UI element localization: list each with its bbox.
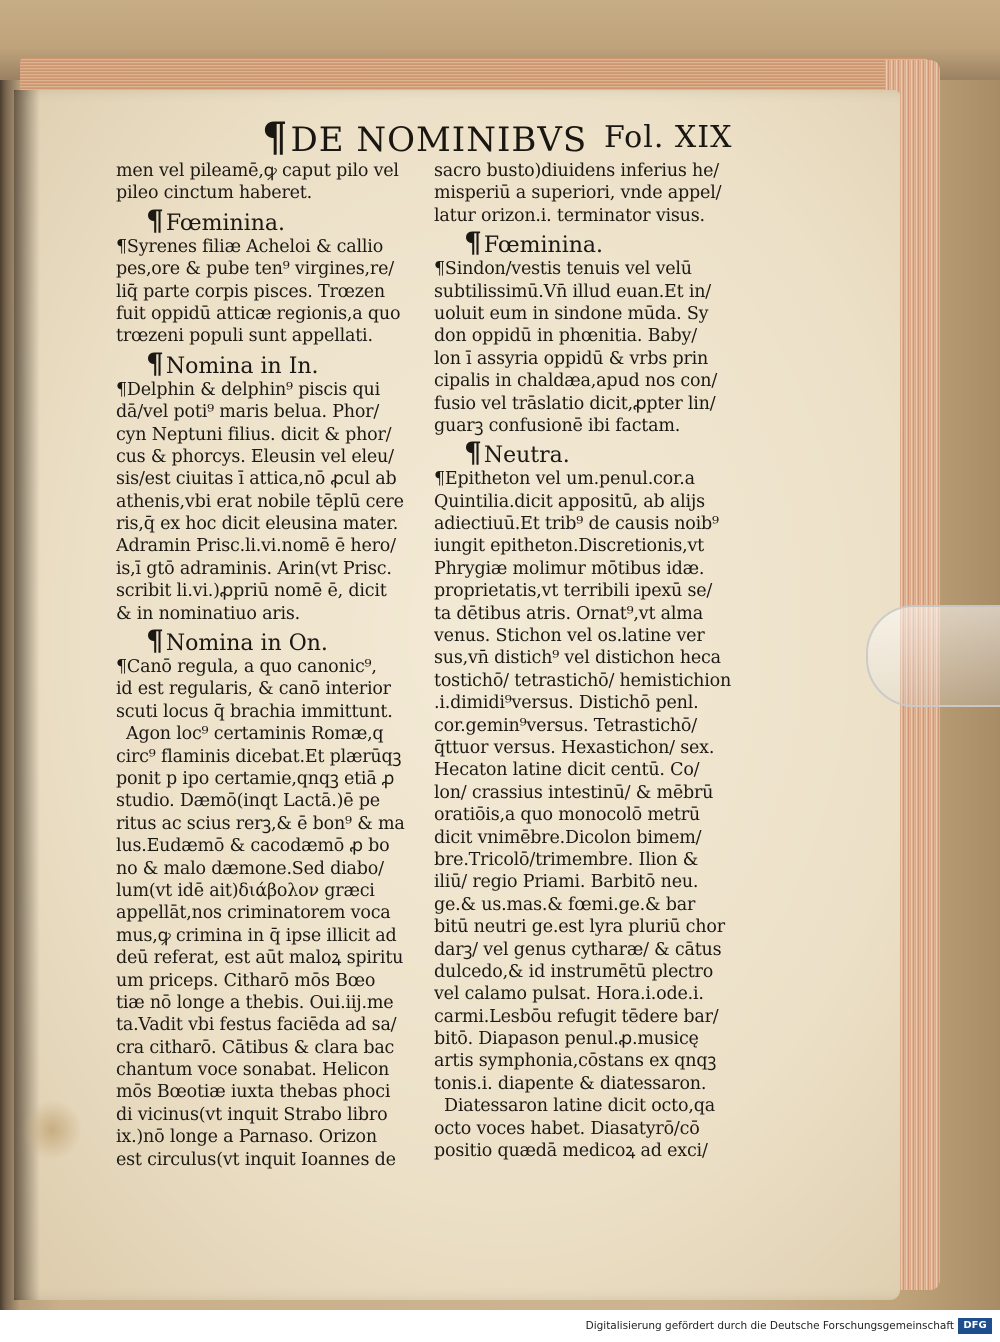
text-line: ¶Epitheton vel um.penul.cor.a [434, 469, 695, 490]
text-line: sis/est ciuitas ī attica,nō ꝓcul ab [116, 469, 397, 490]
text-line: positio quædā medicoꝝ ad exci/ [434, 1141, 708, 1162]
text-line: & in nominatiuo aris. [116, 603, 301, 624]
text-line: pes,ore & pube ten⁹ virgines,re/ [116, 259, 394, 280]
text-line: iliū/ regio Priami. Barbitō neu. [434, 872, 699, 893]
section-heading [434, 437, 746, 468]
text-line: men vel pileamē,ꝙ caput pilo vel [116, 161, 399, 181]
text-line: ge.& us.mas.& fœmi.ge.& bar [434, 894, 696, 915]
text-line: .i.dimidi⁹versus. Distichō penl. [434, 693, 699, 714]
dfg-logo: DFG [958, 1318, 992, 1334]
text-line: ta.Vadit vbi festus faciēda ad sa/ [116, 1015, 397, 1036]
text-line: id est regularis, & canō interior [116, 679, 391, 700]
right-text-column [434, 160, 746, 1162]
text-line: Phrygiæ molimur mōtibus idæ. [434, 558, 705, 579]
section-heading-text: Fœminina. [483, 233, 604, 259]
text-line: fuit oppidū atticæ regionis,a quo [116, 303, 401, 324]
pilcrow-mark: ¶ [262, 114, 289, 161]
text-line: athenis,vbi erat nobile tēplū cere [116, 491, 404, 512]
text-line: liq̄ parte corpis pisces. Trœzen [116, 281, 385, 302]
text-line: scribit li.vi.)ꝓpriū nomē ē, dicit̄ [116, 581, 387, 602]
text-line: proprietatis,vt terribili ipexū se/ [434, 581, 713, 602]
text-line: tostichō/ tetrastichō/ hemistichion [434, 670, 732, 691]
header-title: DE NOMINIBVS [290, 120, 588, 160]
text-line: adiectiuū.Et trib⁹ de causis noib⁹ [434, 514, 719, 535]
text-line: appellāt,nos criminatorem voca [116, 903, 391, 924]
text-line: don oppidū in phœnitia. Baby/ [434, 326, 697, 347]
text-line: darꝫ/ vel genus cytharæ/ & cātus [434, 939, 722, 960]
text-line: ¶Delphin & delphin⁹ piscis qui [116, 379, 381, 400]
text-line: um priceps. Citharō mōs Bœo [116, 970, 376, 991]
pilcrow-mark: ¶ [146, 624, 164, 658]
text-line: lus.Eudæmō & cacodæmō ꝓ bo [116, 836, 390, 857]
text-line: dicit̄ vnimēbre.Dicolon bimem/ [434, 827, 702, 848]
text-line: is,ī gtō adraminis. Arin(vt Prisc. [116, 558, 392, 579]
text-line: uoluit eum in sindone mūda. Sy [434, 303, 709, 324]
text-line: lum(vt idē ait)διάβολον græci [116, 880, 375, 901]
text-line: misperiū a superiori, vnde appel/ [434, 183, 722, 204]
text-line: bre.Tricolō/trimembre. Ilion & [434, 849, 699, 870]
section-heading [116, 348, 416, 379]
text-line: tiæ nō longe a thebis. Oui.iij.me [116, 992, 394, 1013]
left-text-column [116, 160, 416, 1171]
text-line: oratiōis,a quo monocolō metrū [434, 805, 700, 826]
folio-number: Fol. XIX [604, 120, 733, 155]
text-line: vel calamo pulsat̄. Hora.i.ode.i. [434, 984, 704, 1005]
text-line: scuti locus q̄ brachia immittunt. [116, 701, 393, 722]
text-line: ritus ac scius rerꝫ,& ē bon⁹ & ma [116, 813, 405, 834]
text-line: subtilissimū.Vn̄ illud euan.Et in/ [434, 281, 711, 302]
text-line: Adramin Prisc.li.vi.nomē ē hero/ [116, 536, 396, 557]
text-line: fusio vel trāslatio dicit̄,ꝓpter lin/ [434, 393, 716, 414]
text-line: chantum voce sonabat. Helicon [116, 1060, 390, 1081]
text-line: Quintilia.dicit̄ appositū, ab alijs [434, 491, 705, 512]
text-line: ta dētibus atris. Ornat⁹,vt alma [434, 603, 703, 624]
text-line: carmi.Lesbōu refugit tēdere bar/ [434, 1006, 719, 1027]
text-line: venus. Stichon vel os.latine ver [434, 626, 705, 647]
text-line: guarꝫ confusionē ibi factam. [434, 415, 681, 436]
text-line: est circulus(vt inquit Ioannes de [116, 1149, 396, 1170]
section-heading [116, 205, 416, 236]
text-line: cus & phorcys. Eleusin vel eleu/ [116, 446, 394, 467]
text-line: artis symphonia,cōstans ex qnqꝫ [434, 1051, 717, 1072]
text-line: ix.)nō longe a Parnaso. Orizon [116, 1127, 377, 1148]
text-line: cra citharō. Cātibus & clara bac [116, 1037, 395, 1058]
text-line: studio. Dæmō(inqt Lactā.)ē pe [116, 791, 380, 812]
text-line: bitū neutri ge.est lyra pluriū chor [434, 917, 725, 938]
text-line: no & malo dæmone.Sed diabo/ [116, 858, 384, 879]
pilcrow-mark: ¶ [464, 436, 482, 470]
text-line: q̄ttuor versus. Hexastichon/ sex. [434, 737, 715, 758]
text-line: Hecaton latine dicit̄ centū. Co/ [434, 760, 700, 781]
pilcrow-mark: ¶ [146, 203, 164, 237]
text-line: circ⁹ flaminis dicebat̄.Et plærūqꝫ [116, 746, 402, 767]
text-line: trœzeni populi sunt appellati. [116, 326, 373, 347]
text-line: lon ī assyria oppidū & vrbs prin [434, 348, 709, 369]
text-line: octo voces habet. Diasatyrō/cō [434, 1118, 700, 1139]
text-line: mōs Bœotiæ iuxta thebas phoci [116, 1082, 391, 1103]
text-line: ¶Canō regula, a quo canonic⁹, [116, 657, 377, 678]
pilcrow-mark: ¶ [146, 346, 164, 380]
footer-credit: Digitalisierung gefördert durch die Deutsche Forschungsgemeinschaft [585, 1320, 954, 1332]
section-heading [116, 625, 416, 656]
page-stain [22, 1100, 82, 1160]
text-line: pileo cinctum haberet. [116, 183, 312, 204]
section-heading [434, 227, 746, 258]
page-clip [866, 605, 1000, 707]
text-line: lon/ crassius intestinū/ & mēbrū [434, 782, 714, 803]
text-line: Diatessaron latine dicit̄ octo,qa [444, 1096, 715, 1117]
text-line: sacro busto)diuidens inferius he/ [434, 161, 719, 181]
text-line: deū referat, est aūt maloꝝ spiritu [116, 948, 404, 969]
section-heading-text: Fœminina. [165, 210, 286, 236]
section-heading-text: Nomina in In. [165, 353, 319, 379]
text-line: ponit̄ p ipo certamie,qnqꝫ etiā ꝓ [116, 768, 395, 789]
text-line: sus,vn̄ distich⁹ vel distichon heca [434, 648, 721, 669]
text-line: iungit̄ epitheton.Discretionis,vt [434, 536, 704, 557]
section-heading-text: Neutra. [483, 443, 570, 469]
text-line: ¶Syrenes filiæ Acheloi & callio [116, 236, 384, 257]
text-line: bitō. Diapason penul.ꝓ.musicę [434, 1029, 699, 1050]
pilcrow-mark: ¶ [464, 226, 482, 260]
text-line: cor.gemin⁹versus. Tetrastichō/ [434, 715, 697, 736]
text-line: latur orizon.i. terminator visus. [434, 205, 705, 226]
running-header [262, 116, 742, 160]
text-line: dulcedo,& id instrumētū plectro [434, 961, 714, 982]
text-line: Agon loc⁹ certaminis Romæ,q [126, 724, 384, 745]
text-line: ris,q̄ ex hoc dicit̄ eleusina mater. [116, 514, 399, 535]
text-line: cipalis in chaldæa,apud nos con/ [434, 371, 718, 392]
text-line: tonis.i. diapente & diatessaron. [434, 1073, 707, 1094]
text-line: cyn Neptuni filius. dicit̄ & phor/ [116, 424, 392, 445]
text-line: ¶Sindon/vestis tenuis vel velū [434, 259, 692, 280]
text-line: dā/vel poti⁹ maris belua. Phor/ [116, 402, 380, 423]
text-line: mus,ꝙ crimina in q̄ ipse illicit ad [116, 925, 397, 946]
text-line: di vicinus(vt inquit Strabo libro [116, 1104, 388, 1125]
section-heading-text: Nomina in On. [165, 631, 328, 657]
